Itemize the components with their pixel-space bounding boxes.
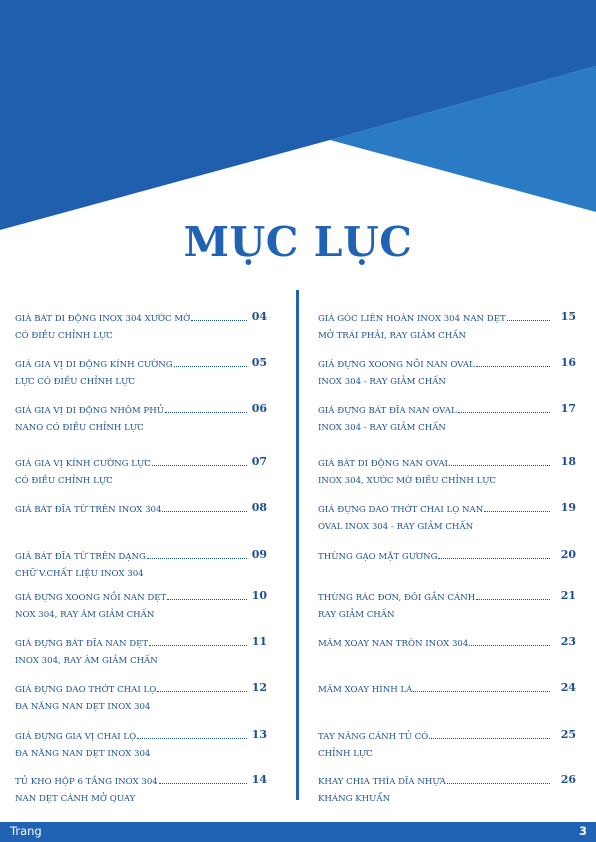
toc-entry-line1: GIÁ ĐỰNG DAO THỚT CHAI LỌ NAN [318, 505, 484, 515]
toc-entry[interactable] [15, 590, 267, 624]
toc-entry[interactable] [15, 774, 267, 808]
toc-entry-line1: GIÁ GIA VỊ KÍNH CƯỜNG LỰC [15, 459, 151, 469]
toc-entry-line2: INOX 304 - RAY GIẢM CHẤN [318, 377, 446, 387]
toc-entry-page-number: 09 [251, 548, 267, 561]
toc-entry[interactable] [318, 636, 576, 653]
dot-leader [447, 782, 550, 784]
toc-entry-line1: TAY NÂNG CÁNH TỦ CÓ [318, 732, 429, 742]
toc-entry-line2: CÓ ĐIỀU CHỈNH LỰC [15, 331, 113, 341]
toc-entry-line2: CHỮ V.CHẤT LIỆU INOX 304 [15, 569, 144, 579]
toc-entry[interactable] [318, 502, 576, 536]
toc-entry-page-number: 04 [251, 310, 267, 323]
toc-entry[interactable] [15, 456, 267, 490]
dot-leader [451, 464, 550, 466]
toc-entry-line2: ĐA NĂNG NAN DẸT INOX 304 [15, 702, 151, 712]
dot-leader [149, 644, 247, 646]
dot-leader [476, 365, 550, 367]
toc-entry-page-number: 10 [251, 589, 267, 602]
toc-entry-line1: GIÁ ĐỰNG XOONG NỒI NAN DẸT [15, 593, 167, 603]
dot-leader [159, 782, 247, 784]
dot-leader [165, 411, 247, 413]
toc-entry-line1: GIÁ GIA VỊ DI ĐỘNG KÍNH CƯỜNG [15, 360, 173, 370]
toc-entry-title [318, 549, 550, 566]
dot-leader [167, 598, 247, 600]
toc-entry-line1: GIÁ BÁT DI ĐỘNG INOX 304 XƯỚC MỜ [15, 314, 191, 324]
page-title: MỤC LỤC [183, 218, 413, 266]
toc-entry-title [318, 590, 550, 624]
dot-leader [469, 644, 550, 646]
toc-entry[interactable] [318, 403, 576, 437]
toc-entry[interactable] [15, 682, 267, 716]
toc-entry-line1: TỦ KHO HỘP 6 TẦNG INOX 304 [15, 777, 158, 787]
toc-entry-line2: LỰC CÓ ĐIỀU CHỈNH LỰC [15, 377, 135, 387]
dot-leader [458, 411, 550, 413]
toc-entry-title [318, 403, 550, 437]
toc-entry-line2: CÓ ĐIỀU CHỈNH LỰC [15, 476, 113, 486]
toc-entry[interactable] [318, 549, 576, 566]
toc-entry-line1: THÙNG RÁC ĐƠN, ĐÔI GẮN CÁNH [318, 593, 476, 603]
column-divider [296, 290, 299, 800]
dot-leader [174, 365, 247, 367]
toc-entry-line1: GIÁ GIA VỊ DI ĐỘNG NHÔM PHỦ [15, 406, 164, 416]
toc-entry[interactable] [15, 403, 267, 437]
toc-entry-line1: GIÁ ĐỰNG GIA VỊ CHAI LỌ [15, 732, 137, 742]
toc-entry-page-number: 23 [560, 635, 576, 648]
toc-entry-line2: NOX 304, RAY ÂM GIẢM CHẤN [15, 610, 155, 620]
toc-entry-title [318, 729, 550, 763]
toc-entry-title [318, 636, 550, 653]
toc-entry-title [15, 357, 247, 391]
toc-entry-page-number: 20 [560, 548, 576, 561]
toc-entry-page-number: 14 [251, 773, 267, 786]
page-footer [0, 822, 596, 842]
toc-entry[interactable] [15, 357, 267, 391]
toc-entry-line1: GIÁ ĐỰNG DAO THỚT CHAI LỌ [15, 685, 157, 695]
toc-entry-page-number: 19 [560, 501, 576, 514]
dot-leader [191, 319, 247, 321]
toc-entry-line2: KHÁNG KHUẨN [318, 794, 391, 804]
toc-entry-page-number: 16 [560, 356, 576, 369]
toc-entry-title [318, 311, 550, 345]
toc-entry-page-number: 12 [251, 681, 267, 694]
toc-entry-page-number: 25 [560, 728, 576, 741]
toc-entry-page-number: 05 [251, 356, 267, 369]
toc-entry[interactable] [318, 774, 576, 808]
toc-entry[interactable] [15, 311, 267, 345]
toc-entry-title [15, 774, 247, 808]
toc-entry-title [318, 502, 550, 536]
dot-leader [484, 510, 550, 512]
toc-entry-title [15, 682, 247, 716]
toc-entry[interactable] [318, 729, 576, 763]
toc-entry-title [318, 357, 550, 391]
toc-entry-line1: THÙNG GẠO MẶT GƯƠNG [318, 552, 438, 562]
dot-leader [137, 737, 247, 739]
toc-entry-line2: RAY GIẢM CHẤN [318, 610, 395, 620]
dot-leader [413, 690, 550, 692]
toc-entry[interactable] [318, 682, 576, 699]
toc-entry-line2: MỞ TRÁI PHẢI, RAY GIẢM CHẤN [318, 331, 466, 341]
toc-entry-page-number: 26 [560, 773, 576, 786]
toc-entry-line1: GIÁ ĐỰNG BÁT ĐĨA NAN OVAL [318, 406, 457, 416]
toc-entry-line2: INOX 304, XƯỚC MỜ ĐIỀU CHỈNH LỰC [318, 476, 497, 486]
dot-leader [152, 464, 247, 466]
toc-entry[interactable] [318, 456, 576, 490]
dot-leader [438, 557, 550, 559]
toc-entry-title [15, 502, 247, 519]
toc-entry-line1: GIÁ ĐỰNG BÁT ĐĨA NAN DẸT [15, 639, 149, 649]
toc-entry-line2: INOX 304, RAY ÂM GIẢM CHẤN [15, 656, 158, 666]
toc-entry-title [15, 729, 247, 763]
toc-entry-page-number: 17 [560, 402, 576, 415]
toc-entry-line1: GIÁ GÓC LIÊN HOÀN INOX 304 NAN DẸT [318, 314, 506, 324]
toc-entry-line2: INOX 304 - RAY GIẢM CHẤN [318, 423, 446, 433]
toc-entry[interactable] [318, 311, 576, 345]
toc-entry[interactable] [15, 502, 267, 519]
toc-entry[interactable] [15, 636, 267, 670]
dot-leader [429, 737, 550, 739]
dot-leader [162, 510, 247, 512]
toc-entry-page-number: 18 [560, 455, 576, 468]
header-banner [0, 0, 596, 240]
dot-leader [157, 690, 247, 692]
toc-entry-page-number: 11 [251, 635, 267, 648]
toc-entry-title [15, 403, 247, 437]
toc-entry-title [318, 682, 550, 699]
toc-entry-line1: GIÁ BÁT ĐĨA TỪ TRÊN INOX 304 [15, 505, 162, 515]
toc-entry[interactable] [318, 590, 576, 624]
toc-entry-line2: NAN DẸT CÁNH MỞ QUAY [15, 794, 136, 804]
toc-entry-title [15, 311, 247, 345]
toc-entry-line2: CHỈNH LỰC [318, 749, 373, 759]
toc-entry[interactable] [15, 729, 267, 763]
toc-entry-page-number: 21 [560, 589, 576, 602]
dot-leader [476, 598, 550, 600]
toc-entry-title [318, 456, 550, 490]
toc-entry-page-number: 24 [560, 681, 576, 694]
toc-entry-page-number: 13 [251, 728, 267, 741]
toc-entry[interactable] [318, 357, 576, 391]
toc-entry-title [15, 590, 247, 624]
toc-entry-line1: GIÁ BÁT DI ĐỘNG NAN OVAL [318, 459, 451, 469]
toc-entry[interactable] [15, 549, 267, 583]
toc-entry-page-number: 15 [560, 310, 576, 323]
toc-entry-title [318, 774, 550, 808]
toc-entry-page-number: 06 [251, 402, 267, 415]
footer-page-number: 3 [578, 824, 587, 838]
toc-entry-line1: GIÁ BÁT ĐĨA TỪ TRÊN DẠNG [15, 552, 146, 562]
toc-entry-line2: NANO CÓ ĐIỀU CHỈNH LỰC [15, 423, 144, 433]
dot-leader [147, 557, 247, 559]
toc-entry-line2: ĐA NĂNG NAN DẸT INOX 304 [15, 749, 151, 759]
footer-label: Trang [10, 824, 42, 838]
toc-entry-page-number: 08 [251, 501, 267, 514]
toc-entry-title [15, 636, 247, 670]
toc-entry-line1: GIÁ ĐỰNG XOONG NỒI NAN OVAL [318, 360, 475, 370]
toc-entry-line1: KHAY CHIA THÌA DĨA NHỰA [318, 777, 446, 787]
toc-entry-title [15, 456, 247, 490]
dot-leader [507, 319, 550, 321]
toc-entry-line1: MÂM XOAY NAN TRÒN INOX 304 [318, 639, 469, 649]
toc-entry-title [15, 549, 247, 583]
toc-entry-line2: OVAL INOX 304 - RAY GIẢM CHẤN [318, 522, 474, 532]
toc-entry-page-number: 07 [251, 455, 267, 468]
toc-entry-line1: MÂM XOAY HÌNH LÁ [318, 685, 413, 695]
